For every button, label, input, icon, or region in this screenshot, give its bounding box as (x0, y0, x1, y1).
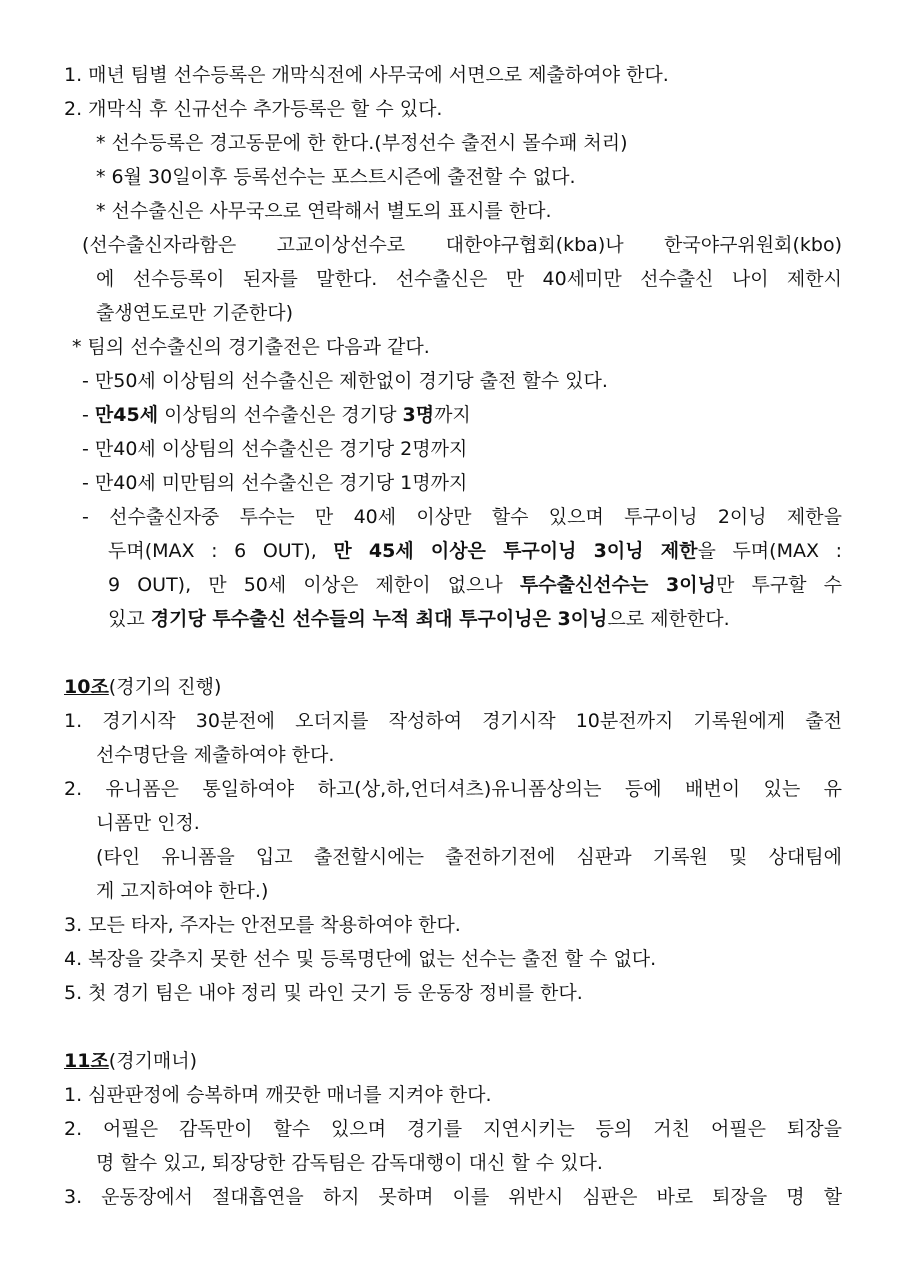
registration-note-2: * 6월 30일이후 등록선수는 포스트시즌에 출전할 수 없다. (96, 166, 576, 188)
article-10-item-2-line-2: 니폼만 인정. (96, 812, 200, 834)
player-definition-line-2: 에 선수등록이 된자를 말한다. 선수출신은 만 40세미만 선수출신 나이 제한시 (96, 268, 842, 290)
registration-item-1: 1. 매년 팀별 선수등록은 개막식전에 사무국에 서면으로 제출하여야 한다. (64, 64, 669, 86)
document-page (0, 58, 904, 1214)
pitcher-rule-line-2: 두며(MAX : 6 OUT), 만 45세 이상은 투구이닝 3이닝 제한을 두며(MAX : (108, 540, 842, 562)
article-10-item-2-line-1: 2. 유니폼은 통일하여야 하고(상,하,언더셔츠)유니폼상의는 등에 배번이 있는 유 (64, 778, 842, 800)
registration-note-3: * 선수출신은 사무국으로 연락해서 별도의 표시를 한다. (96, 200, 552, 222)
article-10-item-2-line-3: (타인 유니폼을 입고 출전할시에는 출전하기전에 심판과 기록원 및 상대팀에 (96, 846, 842, 868)
pitcher-rule-line-1: - 선수출신자중 투수는 만 40세 이상만 할수 있으며 투구이닝 2이닝 제한을 (82, 506, 842, 528)
registration-item-2: 2. 개막식 후 신규선수 추가등록은 할 수 있다. (64, 98, 443, 120)
article-10-item-5: 5. 첫 경기 팀은 내야 정리 및 라인 긋기 등 운동장 정비를 한다. (64, 982, 583, 1004)
pitcher-rule-line-4: 있고 경기당 투수출신 선수들의 누적 최대 투구이닝은 3이닝으로 제한한다. (108, 608, 730, 630)
article-11-item-1: 1. 심판판정에 승복하며 깨끗한 매너를 지켜야 한다. (64, 1084, 492, 1106)
team-rule: * 팀의 선수출신의 경기출전은 다음과 같다. (72, 336, 430, 358)
team-rule-dash-1: - 만50세 이상팀의 선수출신은 제한없이 경기당 출전 할수 있다. (82, 370, 608, 392)
article-10-item-1-line-1: 1. 경기시작 30분전에 오더지를 작성하여 경기시작 10분전까지 기록원에게 출전 (64, 710, 842, 732)
article-10-item-2-line-4: 게 고지하여야 한다.) (96, 880, 269, 902)
player-definition-line-3: 출생연도로만 기준한다) (96, 302, 293, 324)
article-10-item-3: 3. 모든 타자, 주자는 안전모를 착용하여야 한다. (64, 914, 461, 936)
pitcher-rule-line-3: 9 OUT), 만 50세 이상은 제한이 없으나 투수출신선수는 3이닝만 투구할 수 (108, 574, 842, 596)
article-10-item-1-line-2: 선수명단을 제출하여야 한다. (96, 744, 335, 766)
article-11-item-2-line-2: 명 할수 있고, 퇴장당한 감독팀은 감독대행이 대신 할 수 있다. (96, 1152, 603, 1174)
article-11-item-2-line-1: 2. 어필은 감독만이 할수 있으며 경기를 지연시키는 등의 거친 어필은 퇴장을 (64, 1118, 842, 1140)
team-rule-dash-2: - 만45세 이상팀의 선수출신은 경기당 3명까지 (82, 404, 471, 426)
article-10-heading: 10조(경기의 진행) (64, 676, 222, 698)
team-rule-dash-3: - 만40세 이상팀의 선수출신은 경기당 2명까지 (82, 438, 468, 460)
article-11-heading: 11조(경기매너) (64, 1050, 198, 1072)
team-rule-dash-4: - 만40세 미만팀의 선수출신은 경기당 1명까지 (82, 472, 468, 494)
article-11-item-3-line-1: 3. 운동장에서 절대흡연을 하지 못하며 이를 위반시 심판은 바로 퇴장을 명 할 (64, 1186, 842, 1208)
registration-note-1: * 선수등록은 경고동문에 한 한다.(부정선수 출전시 몰수패 처리) (96, 132, 628, 154)
player-definition-line-1: (선수출신자라함은 고교이상선수로 대한야구협회(kba)나 한국야구위원회(kbo) (82, 234, 842, 256)
article-10-item-4: 4. 복장을 갖추지 못한 선수 및 등록명단에 없는 선수는 출전 할 수 없다. (64, 948, 657, 970)
